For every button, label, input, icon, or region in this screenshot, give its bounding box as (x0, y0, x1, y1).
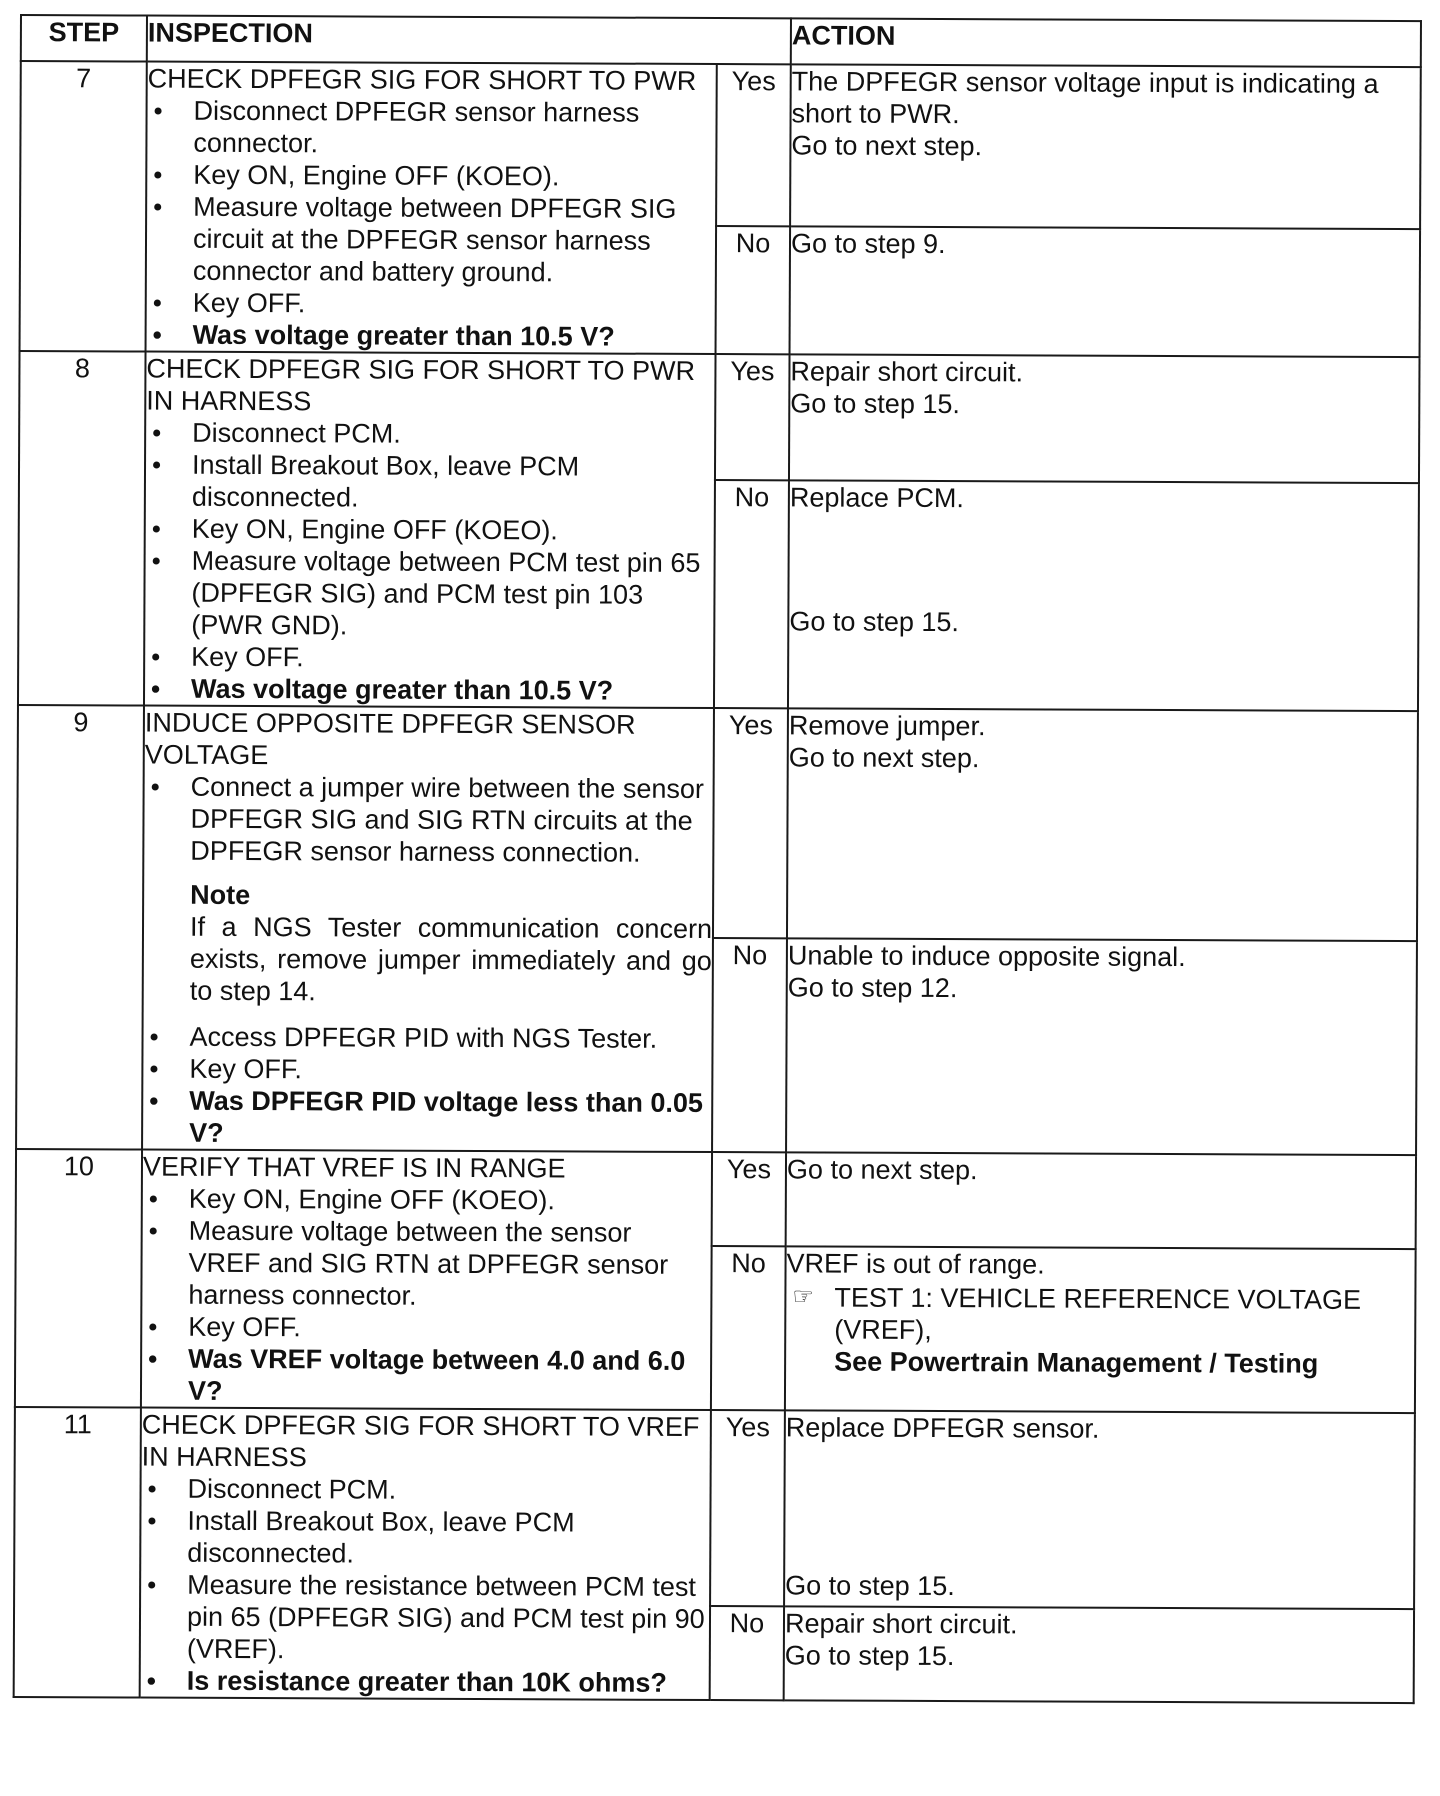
note-block (144, 879, 713, 1009)
step-number: 8 (18, 351, 146, 706)
reference-see: See Powertrain Management / Testing (834, 1346, 1319, 1379)
no-label: No (712, 938, 787, 1152)
table-header-row (21, 15, 1421, 67)
no-label: No (711, 1246, 786, 1410)
list-item: • Disconnect PCM. (146, 417, 714, 451)
list-item: • Key OFF. (142, 1311, 710, 1345)
action-text: Go to step 15. (785, 1570, 955, 1602)
no-action (786, 938, 1417, 1155)
action-text: Go to next step. (791, 130, 983, 162)
no-action (784, 1606, 1414, 1703)
inspection-question: • Was VREF voltage between 4.0 and 6.0 V? (142, 1343, 710, 1409)
inspection-question: • Is resistance greater than 10K ohms? (141, 1665, 709, 1699)
list-item: • Key ON, Engine OFF (KOEO). (146, 513, 714, 547)
action-text: Go to step 12. (787, 972, 958, 1004)
action-text: Unable to induce opposite signal. (787, 940, 1186, 973)
note-text: If a NGS Tester communication concern exists, remove jumper immediately and go to step 14. (189, 911, 713, 1007)
inspection-title: CHECK DPFEGR SIG FOR SHORT TO PWR IN HARNESS (146, 353, 696, 417)
action-text: Replace PCM. (789, 482, 965, 514)
inspection-title: CHECK DPFEGR SIG FOR SHORT TO PWR (147, 63, 697, 96)
table-row (17, 705, 1418, 941)
yes-label: Yes (715, 354, 790, 480)
list-item: • Measure voltage between DPFEGR SIG circuit at the DPFEGR sensor harness connector and battery ground. (147, 191, 715, 289)
yes-action (789, 354, 1420, 483)
table-row (19, 351, 1420, 483)
inspection-cell (141, 1150, 712, 1410)
list-item: • Key OFF. (147, 287, 715, 321)
inspection-question: • Was voltage greater than 10.5 V? (147, 319, 715, 353)
inspection-steps (144, 771, 712, 869)
step-number: 7 (20, 61, 147, 352)
action-text: Go to next step. (786, 1154, 978, 1186)
step-number: 10 (15, 1149, 142, 1408)
pointing-hand-icon: ☞ (792, 1283, 814, 1311)
no-action (785, 1246, 1416, 1413)
yes-label: Yes (712, 1152, 786, 1246)
inspection-title: VERIFY THAT VREF IS IN RANGE (142, 1151, 566, 1184)
inspection-steps (143, 1021, 712, 1151)
action-text: VREF is out of range. (786, 1248, 1045, 1280)
note-label: Note (190, 879, 251, 911)
header-inspection: INSPECTION (147, 16, 791, 65)
yes-action (784, 1410, 1415, 1609)
diagnostic-table (13, 14, 1422, 1704)
action-text: Go to step 15. (784, 1640, 955, 1672)
action-text: The DPFEGR sensor voltage input is indicating a short to PWR. (791, 66, 1379, 130)
table-row (16, 1149, 1416, 1249)
header-action: ACTION (791, 18, 1421, 67)
action-text: Replace DPFEGR sensor. (785, 1412, 1100, 1444)
list-item: • Measure voltage between PCM test pin 65 (DPFEGR SIG) and PCM test pin 103 (PWR GND). (145, 545, 713, 643)
inspection-cell (142, 706, 714, 1152)
list-item: • Key ON, Engine OFF (KOEO). (147, 159, 715, 193)
action-text: Repair short circuit. (784, 1608, 1018, 1640)
step-number: 9 (16, 705, 144, 1150)
table-row (20, 61, 1421, 229)
yes-action (786, 1152, 1416, 1249)
action-text: Go to step 15. (789, 606, 960, 638)
inspection-question: • Was voltage greater than 10.5 V? (145, 673, 713, 707)
list-item: • Measure the resistance between PCM test pin 65 (DPFEGR SIG) and PCM test pin 90 (VREF). (141, 1569, 709, 1667)
inspection-title: CHECK DPFEGR SIG FOR SHORT TO VREF IN HARNESS (141, 1409, 700, 1473)
no-label: No (714, 480, 789, 708)
no-label: No (710, 1606, 784, 1700)
diagnostic-procedure-page (13, 14, 1420, 1704)
list-item: • Disconnect PCM. (141, 1473, 709, 1507)
list-item: • Install Breakout Box, leave PCM disconnected. (141, 1505, 709, 1571)
list-item: • Key ON, Engine OFF (KOEO). (143, 1183, 711, 1217)
inspection-question: • Was DPFEGR PID voltage less than 0.05 V? (143, 1085, 711, 1151)
no-action (790, 226, 1421, 357)
inspection-steps (142, 1183, 711, 1409)
header-step: STEP (21, 15, 147, 62)
list-item: • Key OFF. (145, 641, 713, 675)
cross-reference[interactable] (786, 1281, 1414, 1380)
list-item: • Disconnect DPFEGR sensor harness connector. (147, 95, 715, 161)
yes-label: Yes (710, 1410, 785, 1606)
inspection-title: INDUCE OPPOSITE DPFEGR SENSOR VOLTAGE (144, 707, 636, 771)
yes-action (787, 708, 1418, 941)
action-text: Remove jumper. (788, 710, 986, 742)
action-text: Go to step 9. (790, 228, 946, 260)
inspection-cell (144, 352, 716, 708)
reference-title: TEST 1: VEHICLE REFERENCE VOLTAGE (VREF), (834, 1282, 1362, 1345)
list-item: • Key OFF. (143, 1053, 711, 1087)
step-number: 11 (14, 1407, 141, 1698)
list-item: • Access DPFEGR PID with NGS Tester. (143, 1021, 711, 1055)
list-item: • Connect a jumper wire between the sensor DPFEGR SIG and SIG RTN circuits at the DPFEGR sensor harness connection. (144, 771, 712, 869)
action-text: Go to step 15. (790, 388, 960, 420)
inspection-steps (145, 417, 714, 707)
inspection-steps (147, 95, 716, 353)
list-item: • Install Breakout Box, leave PCM disconnected. (146, 449, 714, 515)
inspection-steps (141, 1473, 710, 1699)
table-row (14, 1407, 1415, 1609)
action-text: Repair short circuit. (790, 356, 1024, 388)
list-item: • Measure voltage between the sensor VREF and SIG RTN at DPFEGR sensor harness connector. (142, 1215, 710, 1313)
yes-label: Yes (713, 708, 788, 938)
no-label: No (716, 226, 791, 354)
inspection-cell (146, 62, 717, 354)
no-action (788, 480, 1419, 711)
action-text: Go to next step. (788, 742, 980, 774)
yes-action (790, 64, 1421, 229)
yes-label: Yes (716, 64, 791, 226)
inspection-cell (140, 1408, 711, 1700)
